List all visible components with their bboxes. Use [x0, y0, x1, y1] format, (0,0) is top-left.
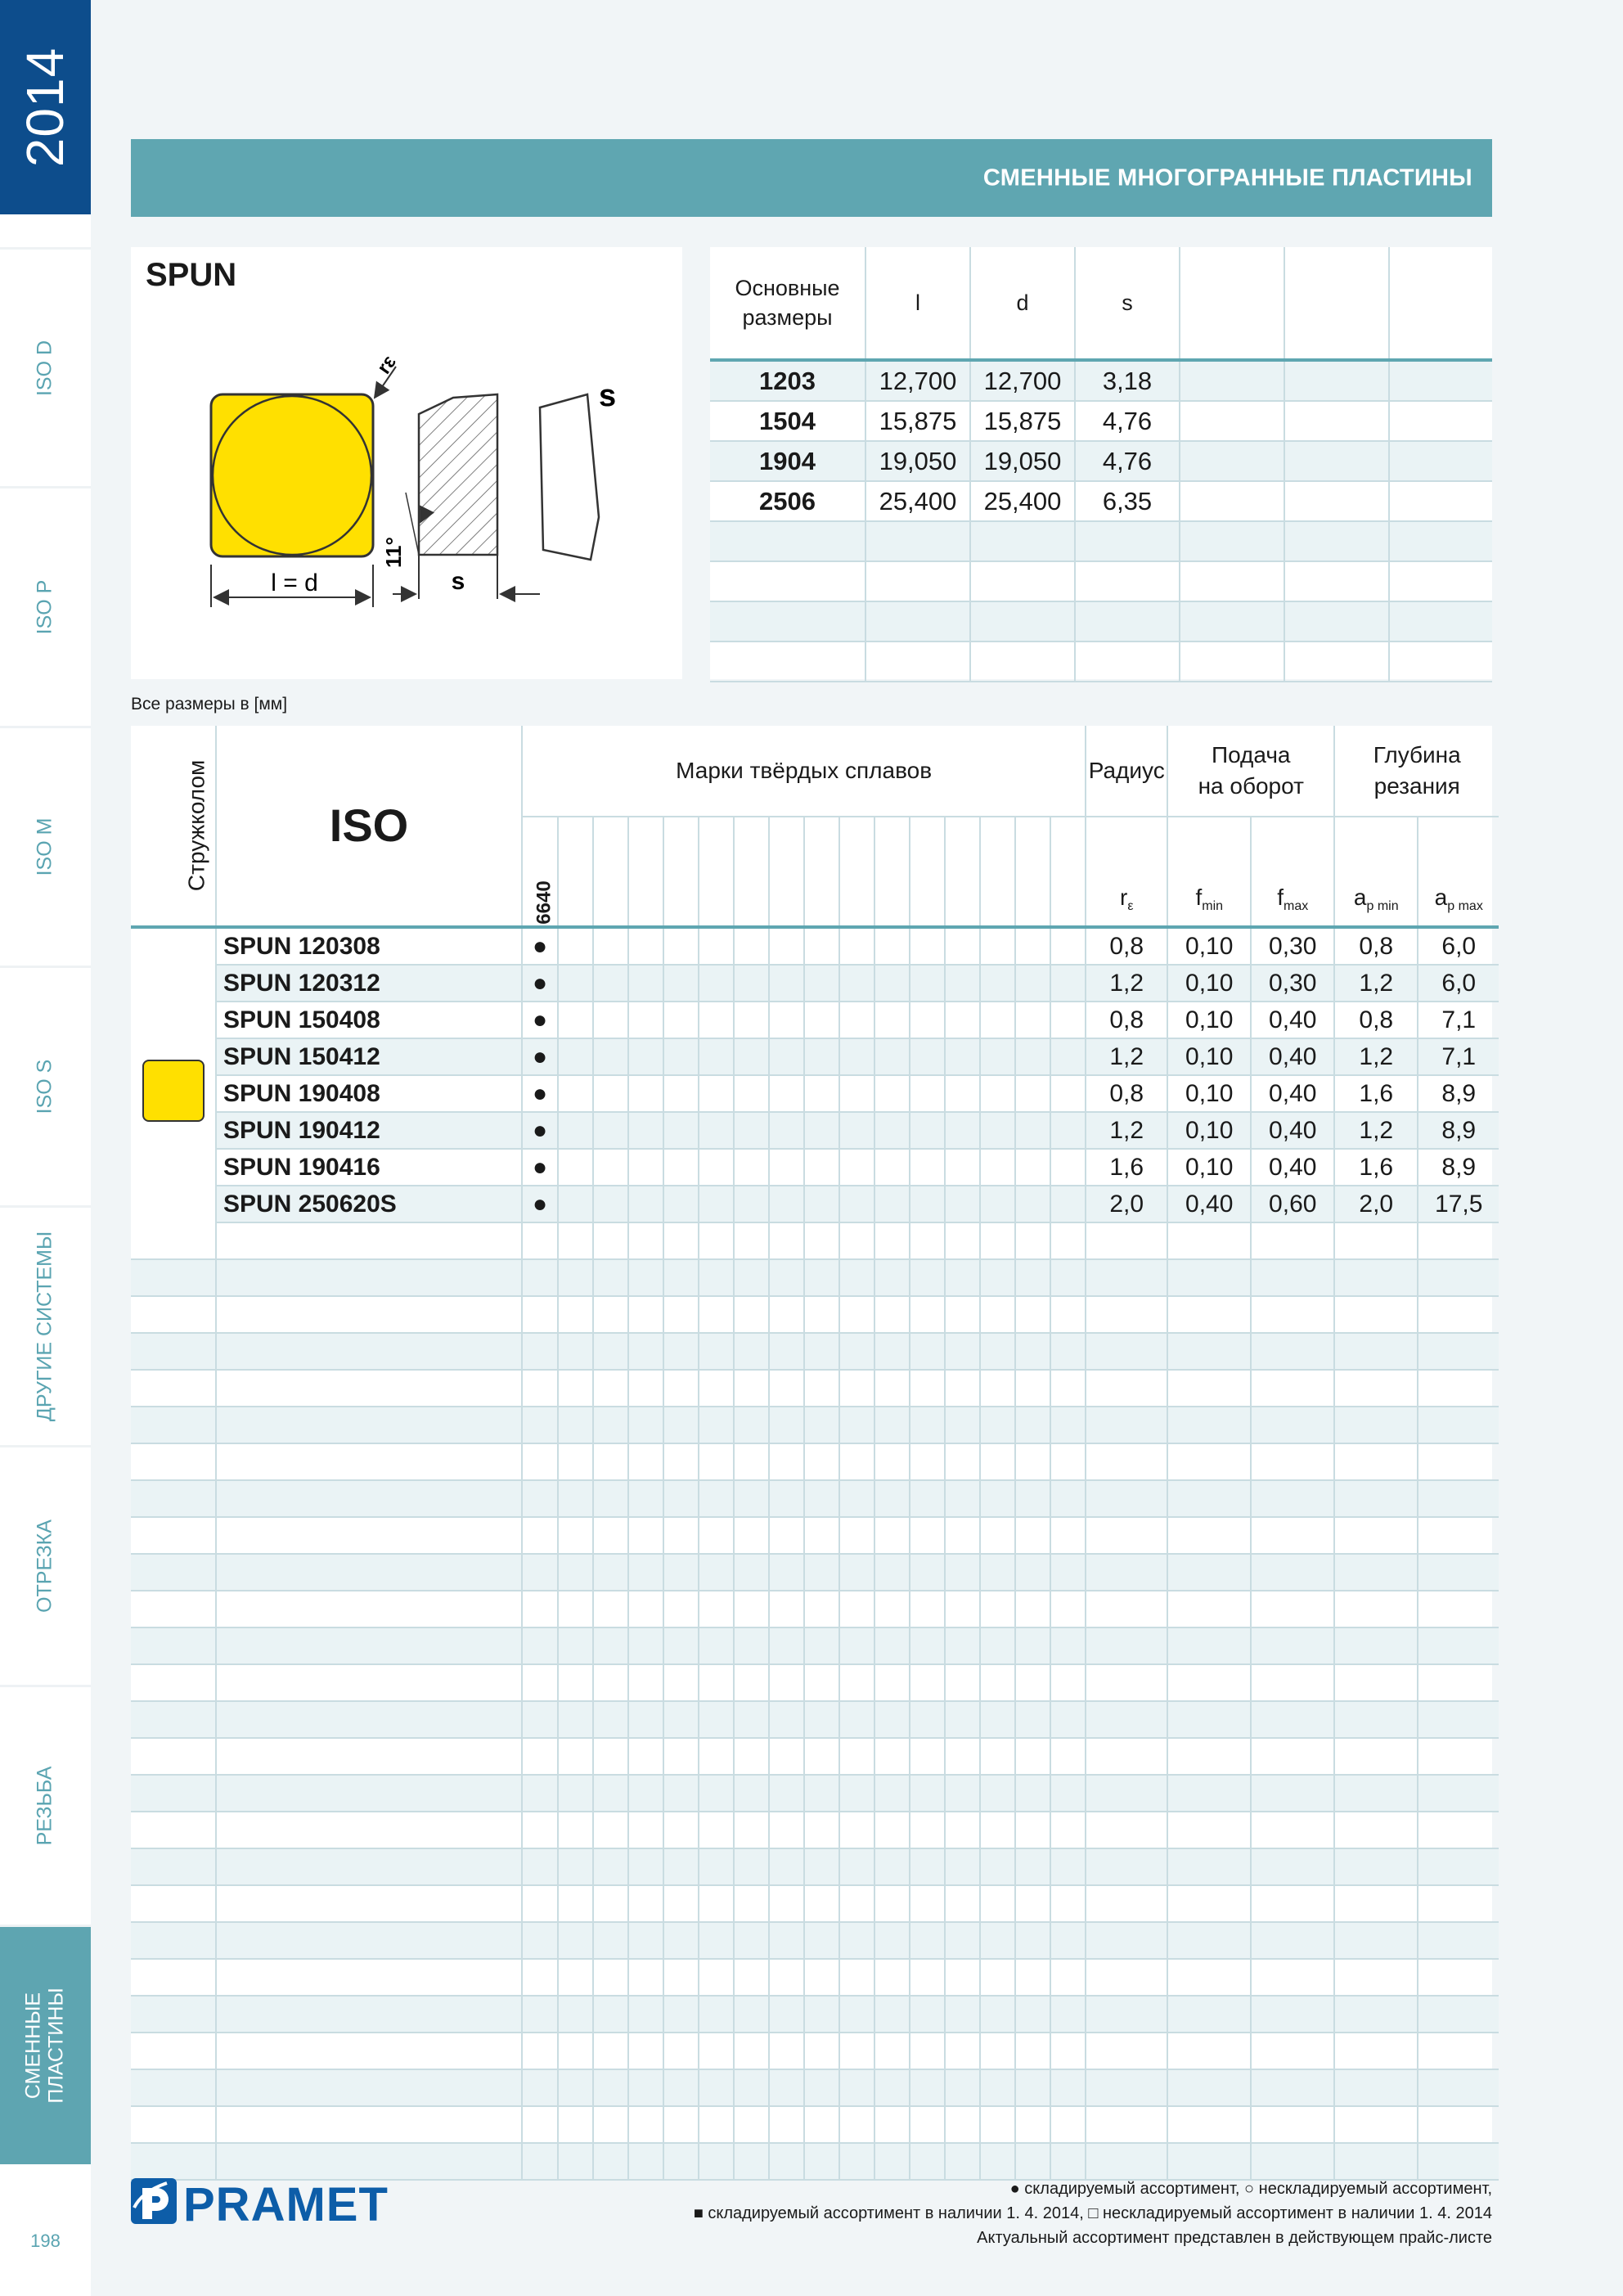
dims-d: 25,400 — [970, 481, 1075, 521]
feed-header: Подача на оборот — [1167, 726, 1334, 817]
designation: SPUN 120312 — [216, 965, 522, 1002]
value-fmin: 0,10 — [1167, 1149, 1251, 1186]
value-fmax: 0,30 — [1251, 927, 1334, 965]
designation: SPUN 190412 — [216, 1112, 522, 1149]
dims-s: 4,76 — [1075, 441, 1180, 481]
table-row — [131, 1075, 1499, 1112]
year-label: 2014 — [16, 47, 74, 168]
value-apmax: 17,5 — [1418, 1186, 1499, 1222]
value-fmax: 0,60 — [1251, 1186, 1334, 1222]
sidebar-item-label: ОТРЕЗКА — [33, 1519, 56, 1613]
thickness-label: s — [451, 568, 465, 595]
table-row — [131, 1996, 1499, 2033]
fmin-symbol: $f_{min}$ — [1167, 817, 1251, 927]
table-row — [131, 965, 1499, 1002]
thickness-top-label: s — [599, 379, 617, 413]
dims-code: 1203 — [710, 360, 865, 401]
table-row — [131, 1664, 1499, 1701]
sidebar-item-threading[interactable] — [0, 1685, 91, 1924]
value-fmax: 0,40 — [1251, 1002, 1334, 1038]
sidebar-item-iso-m[interactable] — [0, 726, 91, 965]
legend-line: ● складируемый ассортимент, ○ нескладируемый ассортимент, — [1009, 2180, 1492, 2198]
dimensions-table — [710, 247, 1492, 679]
value-fmax: 0,30 — [1251, 965, 1334, 1002]
logo-text: PRAMET — [183, 2178, 389, 2229]
legend — [694, 2177, 1492, 2250]
value-fmin: 0,10 — [1167, 1002, 1251, 1038]
dims-row — [710, 360, 1492, 401]
value-apmax: 6,0 — [1418, 965, 1499, 1002]
sidebar-item-label: ДРУГИЕ СИСТЕМЫ — [33, 1231, 56, 1421]
depth-header: Глубина резания — [1334, 726, 1499, 817]
value-apmax: 8,9 — [1418, 1112, 1499, 1149]
value-r: 1,2 — [1086, 1112, 1167, 1149]
table-row — [131, 1848, 1499, 1885]
designation: SPUN 150412 — [216, 1038, 522, 1075]
value-apmin: 1,2 — [1334, 1038, 1418, 1075]
sidebar-item-inserts[interactable] — [0, 1925, 91, 2164]
table-row — [131, 1407, 1499, 1443]
sidebar-item-iso-d[interactable] — [0, 247, 91, 486]
apmin-symbol: $a_{p min}$ — [1334, 817, 1418, 927]
sidebar-item-label: ISO S — [33, 1059, 56, 1114]
section-sidebar — [0, 0, 91, 2296]
table-row — [131, 2033, 1499, 2069]
sidebar-item-label: ISO D — [33, 340, 56, 396]
value-apmin: 2,0 — [1334, 1186, 1418, 1222]
insert-name: SPUN — [146, 257, 237, 293]
dims-l: 25,400 — [865, 481, 970, 521]
dims-header-main: Основные размеры — [710, 247, 865, 360]
value-apmin: 1,2 — [1334, 965, 1418, 1002]
dims-header-s: s — [1075, 247, 1180, 360]
table-row — [131, 1186, 1499, 1222]
table-row — [131, 1775, 1499, 1812]
dims-d: 12,700 — [970, 360, 1075, 401]
iso-header: ISO — [216, 726, 522, 927]
value-apmax: 8,9 — [1418, 1075, 1499, 1112]
dims-s: 4,76 — [1075, 401, 1180, 441]
designation: SPUN 190416 — [216, 1149, 522, 1186]
table-row — [131, 1222, 1499, 1259]
value-r: 0,8 — [1086, 927, 1167, 965]
table-row — [131, 2106, 1499, 2143]
table-row — [131, 2069, 1499, 2106]
value-fmin: 0,10 — [1167, 965, 1251, 1002]
value-apmax: 7,1 — [1418, 1002, 1499, 1038]
value-fmin: 0,10 — [1167, 1038, 1251, 1075]
insert-drawing — [131, 247, 682, 679]
dims-row — [710, 642, 1492, 682]
table-row — [131, 1480, 1499, 1517]
sidebar-item-other-systems[interactable] — [0, 1205, 91, 1444]
availability-mark: ● — [522, 1186, 558, 1222]
value-fmin: 0,10 — [1167, 1075, 1251, 1112]
dims-l: 15,875 — [865, 401, 970, 441]
value-r: 1,2 — [1086, 965, 1167, 1002]
value-fmin: 0,10 — [1167, 927, 1251, 965]
angle-label: 11° — [381, 537, 406, 568]
table-row — [131, 1627, 1499, 1664]
dims-l: 19,050 — [865, 441, 970, 481]
page-number: 198 — [30, 2231, 61, 2251]
table-row — [131, 1333, 1499, 1370]
value-fmin: 0,10 — [1167, 1112, 1251, 1149]
dimension-ld-label: l = d — [271, 569, 318, 597]
designation: SPUN 190408 — [216, 1075, 522, 1112]
table-row — [131, 1443, 1499, 1480]
value-apmax: 8,9 — [1418, 1149, 1499, 1186]
table-row — [131, 1259, 1499, 1296]
table-row — [131, 1517, 1499, 1554]
dims-d: 15,875 — [970, 401, 1075, 441]
value-fmin: 0,40 — [1167, 1186, 1251, 1222]
dims-d: 19,050 — [970, 441, 1075, 481]
dims-l: 12,700 — [865, 360, 970, 401]
availability-mark: ● — [522, 1075, 558, 1112]
dims-s: 6,35 — [1075, 481, 1180, 521]
table-row — [131, 1812, 1499, 1848]
designation: SPUN 120308 — [216, 927, 522, 965]
table-row — [131, 1922, 1499, 1959]
legend-line: Актуальный ассортимент представлен в действующем прайс-листе — [977, 2229, 1492, 2247]
value-apmax: 6,0 — [1418, 927, 1499, 965]
table-row — [131, 1296, 1499, 1333]
dims-row — [710, 561, 1492, 601]
dims-s: 3,18 — [1075, 360, 1180, 401]
section-title: СМЕННЫЕ МНОГОГРАННЫЕ ПЛАСТИНЫ — [982, 164, 1472, 191]
dims-header-d: d — [970, 247, 1075, 360]
sidebar-item-label: ISO P — [33, 579, 56, 634]
dims-code: 2506 — [710, 481, 865, 521]
value-fmax: 0,40 — [1251, 1075, 1334, 1112]
chipbreaker-header: Стружколом — [131, 726, 216, 927]
value-apmin: 1,6 — [1334, 1149, 1418, 1186]
insert-section-view — [419, 394, 497, 555]
radius-label: rε — [372, 351, 401, 379]
radius-symbol: $r_\varepsilon$ — [1086, 817, 1167, 927]
dims-row — [710, 401, 1492, 441]
table-row — [131, 1370, 1499, 1407]
fmax-symbol: $f_{max}$ — [1251, 817, 1334, 927]
value-r: 1,6 — [1086, 1149, 1167, 1186]
table-row — [131, 1554, 1499, 1591]
table-row — [131, 1112, 1499, 1149]
value-apmin: 1,6 — [1334, 1075, 1418, 1112]
sidebar-item-label: СМЕННЫЕ ПЛАСТИНЫ — [21, 1988, 67, 2104]
availability-mark: ● — [522, 1002, 558, 1038]
value-fmax: 0,40 — [1251, 1112, 1334, 1149]
dims-row — [710, 481, 1492, 521]
insert-side-view — [540, 394, 599, 560]
table-row — [131, 1591, 1499, 1627]
sidebar-item-iso-p[interactable] — [0, 486, 91, 725]
section-header — [131, 139, 1492, 217]
sidebar-item-iso-s[interactable] — [0, 966, 91, 1204]
dims-code: 1904 — [710, 441, 865, 481]
sidebar-item-label: ISO M — [33, 817, 56, 876]
table-row — [131, 927, 1499, 965]
sidebar-item-parting[interactable] — [0, 1445, 91, 1684]
availability-mark: ● — [522, 1149, 558, 1186]
sidebar-item-label: РЕЗЬБА — [33, 1766, 56, 1845]
table-row — [131, 1038, 1499, 1075]
value-r: 0,8 — [1086, 1002, 1167, 1038]
designation: SPUN 250620S — [216, 1186, 522, 1222]
value-r: 2,0 — [1086, 1186, 1167, 1222]
insert-drawing-panel — [131, 247, 682, 679]
pramet-logo — [131, 2175, 401, 2229]
year-tab[interactable] — [0, 0, 91, 214]
availability-mark: ● — [522, 965, 558, 1002]
table-row — [131, 1149, 1499, 1186]
dims-code: 1504 — [710, 401, 865, 441]
availability-mark: ● — [522, 1038, 558, 1075]
value-fmax: 0,40 — [1251, 1038, 1334, 1075]
value-fmax: 0,40 — [1251, 1149, 1334, 1186]
units-note: Все размеры в [мм] — [131, 695, 288, 714]
value-apmin: 0,8 — [1334, 927, 1418, 965]
table-row — [131, 1959, 1499, 1996]
value-r: 0,8 — [1086, 1075, 1167, 1112]
designation: SPUN 150408 — [216, 1002, 522, 1038]
inserts-table — [131, 726, 1492, 2181]
value-apmax: 7,1 — [1418, 1038, 1499, 1075]
table-row — [131, 1701, 1499, 1738]
chipbreaker-cell — [131, 927, 216, 1259]
table-row — [131, 1002, 1499, 1038]
value-r: 1,2 — [1086, 1038, 1167, 1075]
legend-line: ■ складируемый ассортимент в наличии 1. 4. 2014, □ нескладируемый ассортимент в наличии 1. 4. 2014 — [693, 2204, 1492, 2222]
table-row — [131, 1885, 1499, 1922]
availability-mark: ● — [522, 1112, 558, 1149]
dims-row — [710, 601, 1492, 642]
table-row — [131, 1738, 1499, 1775]
grade-header-6640: 6640 — [522, 817, 558, 927]
radius-header: Радиус — [1086, 726, 1167, 817]
dims-header-l: l — [865, 247, 970, 360]
apmax-symbol: $a_{p max}$ — [1418, 817, 1499, 927]
chipbreaker-icon — [142, 1060, 205, 1122]
dims-row — [710, 441, 1492, 481]
grades-header: Марки твёрдых сплавов — [522, 726, 1086, 817]
dims-row — [710, 521, 1492, 561]
value-apmin: 0,8 — [1334, 1002, 1418, 1038]
availability-mark: ● — [522, 927, 558, 965]
value-apmin: 1,2 — [1334, 1112, 1418, 1149]
